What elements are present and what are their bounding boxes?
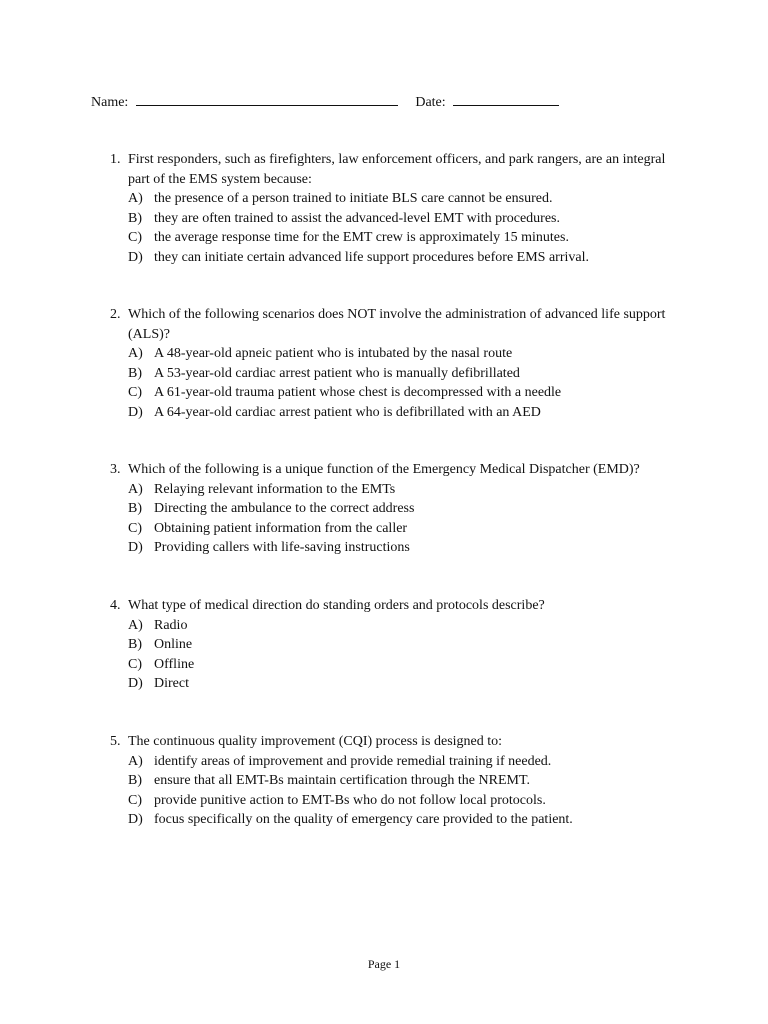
option-letter: B) bbox=[128, 365, 142, 381]
option-letter: C) bbox=[128, 656, 142, 672]
option-letter: B) bbox=[128, 501, 142, 516]
option-a bbox=[110, 752, 690, 772]
option-letter: D) bbox=[128, 249, 143, 265]
option-c bbox=[110, 383, 690, 403]
question-2 bbox=[110, 305, 690, 422]
option-letter: A) bbox=[128, 346, 143, 361]
option-c bbox=[110, 519, 690, 539]
question-number: 3. bbox=[110, 462, 121, 477]
option-c bbox=[110, 228, 690, 248]
option-text: Providing callers with life-saving instructions bbox=[154, 540, 410, 555]
option-text: they can initiate certain advanced life support procedures before EMS arrival. bbox=[154, 249, 589, 265]
option-text: ensure that all EMT-Bs maintain certification through the NREMT. bbox=[154, 773, 530, 788]
option-text: Offline bbox=[154, 656, 195, 672]
option-letter: C) bbox=[128, 792, 142, 808]
option-b bbox=[110, 209, 690, 229]
option-text: Obtaining patient information from the caller bbox=[154, 520, 408, 536]
option-text: the average response time for the EMT crew is approximately 15 minutes. bbox=[154, 230, 569, 245]
option-list bbox=[110, 344, 690, 422]
option-b bbox=[110, 499, 690, 519]
option-text: A 61-year-old trauma patient whose chest is decompressed with a needle bbox=[154, 385, 562, 400]
option-letter: A) bbox=[128, 617, 143, 633]
option-letter: D) bbox=[128, 812, 143, 827]
option-d bbox=[110, 674, 690, 694]
option-text: Direct bbox=[154, 676, 189, 691]
option-d bbox=[110, 248, 690, 268]
option-text: the presence of a person trained to initiate BLS care cannot be ensured. bbox=[154, 191, 553, 206]
option-letter: B) bbox=[128, 637, 142, 652]
option-letter: D) bbox=[128, 404, 143, 420]
option-letter: A) bbox=[128, 753, 143, 769]
option-text: Directing the ambulance to the correct address bbox=[154, 501, 415, 516]
option-b bbox=[110, 364, 690, 384]
option-text: Relaying relevant information to the EMTs bbox=[154, 481, 396, 497]
date-blank-line bbox=[453, 92, 559, 106]
option-list bbox=[110, 616, 690, 694]
option-letter: B) bbox=[128, 773, 142, 788]
option-a bbox=[110, 189, 690, 209]
option-letter: B) bbox=[128, 210, 142, 226]
question-text: First responders, such as firefighters, law enforcement officers, and park rangers, are an integral part of the EMS system because: bbox=[128, 152, 666, 187]
option-a bbox=[110, 344, 690, 364]
option-text: A 53-year-old cardiac arrest patient who is manually defibrillated bbox=[154, 365, 520, 381]
option-c bbox=[110, 655, 690, 675]
option-b bbox=[110, 635, 690, 655]
question-text: Which of the following scenarios does NOT involve the administration of advanced life support (ALS)? bbox=[128, 307, 666, 342]
name-label: Name: bbox=[91, 95, 129, 110]
option-list bbox=[110, 752, 690, 830]
question-number: 2. bbox=[110, 307, 121, 322]
option-text: provide punitive action to EMT-Bs who do not follow local protocols. bbox=[154, 792, 546, 808]
option-text: they are often trained to assist the advanced-level EMT with procedures. bbox=[154, 210, 560, 226]
option-letter: D) bbox=[128, 540, 143, 555]
page-number: Page 1 bbox=[367, 957, 401, 971]
question-text: Which of the following is a unique function of the Emergency Medical Dispatcher (EMD)? bbox=[128, 462, 640, 477]
option-a bbox=[110, 480, 690, 500]
option-letter: D) bbox=[128, 676, 143, 691]
option-c bbox=[110, 791, 690, 811]
option-letter: A) bbox=[128, 191, 143, 206]
question-stem bbox=[110, 305, 690, 344]
option-text: Online bbox=[154, 637, 193, 652]
option-d bbox=[110, 810, 690, 830]
question-1 bbox=[110, 150, 690, 267]
question-3 bbox=[110, 460, 690, 558]
question-number: 1. bbox=[110, 152, 121, 167]
date-label: Date: bbox=[415, 95, 446, 110]
question-4 bbox=[110, 596, 690, 694]
option-text: focus specifically on the quality of emergency care provided to the patient. bbox=[154, 812, 573, 827]
question-stem bbox=[110, 596, 690, 616]
question-stem bbox=[110, 460, 690, 480]
name-blank-line bbox=[136, 92, 398, 106]
option-list bbox=[110, 189, 690, 267]
option-letter: A) bbox=[128, 481, 143, 497]
option-letter: C) bbox=[128, 520, 142, 536]
option-letter: C) bbox=[128, 385, 142, 400]
option-text: A 48-year-old apneic patient who is intubated by the nasal route bbox=[154, 346, 513, 361]
option-text: A 64-year-old cardiac arrest patient who is defibrillated with an AED bbox=[154, 404, 541, 420]
question-text: What type of medical direction do standing orders and protocols describe? bbox=[128, 598, 545, 613]
option-d bbox=[110, 538, 690, 558]
option-letter: C) bbox=[128, 230, 142, 245]
question-stem bbox=[110, 150, 690, 189]
question-5 bbox=[110, 732, 690, 830]
question-text: The continuous quality improvement (CQI) process is designed to: bbox=[128, 734, 503, 749]
question-number: 4. bbox=[110, 598, 121, 613]
option-d bbox=[110, 403, 690, 423]
option-list bbox=[110, 480, 690, 558]
option-text: identify areas of improvement and provide remedial training if needed. bbox=[154, 753, 552, 769]
option-a bbox=[110, 616, 690, 636]
option-text: Radio bbox=[154, 617, 188, 633]
name-date-header bbox=[91, 92, 559, 111]
question-stem bbox=[110, 732, 690, 752]
option-b bbox=[110, 771, 690, 791]
question-number: 5. bbox=[110, 734, 121, 749]
